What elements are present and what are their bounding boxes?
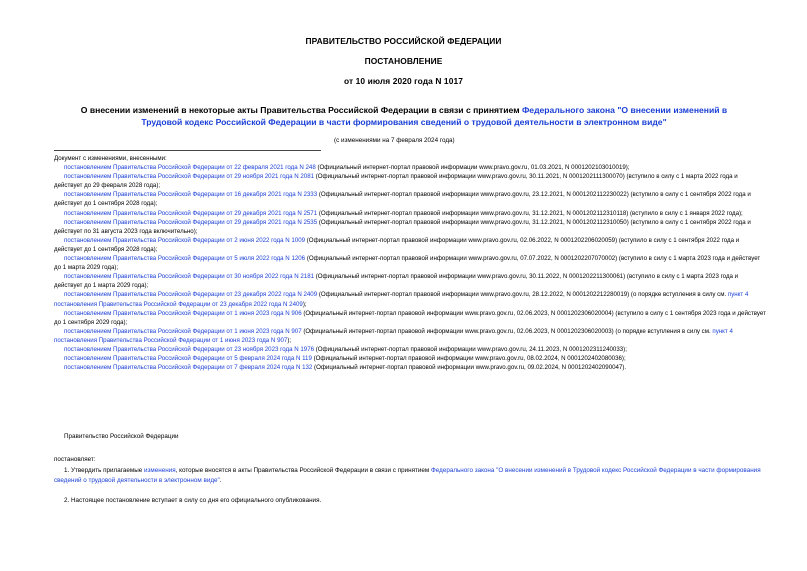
amendment-publication-text: (Официальный интернет-портал правовой информации www.pravo.gov.ru, 31.12.2021, N 0001202112310118) (вступило в силу с 1 января 2022 года); — [317, 209, 743, 217]
decree-word-text: постановляет: — [54, 456, 96, 463]
changes-link[interactable]: изменения — [144, 467, 176, 474]
document-date-number: от 10 июля 2020 года N 1017 — [344, 76, 463, 86]
amendment-link[interactable]: постановлением Правительства Российской Федерации от 7 февраля 2024 года N 132 — [64, 364, 313, 372]
amendment-item — [54, 309, 766, 327]
amendment-link[interactable]: постановлением Правительства Российской Федерации от 1 июня 2023 года N 907 — [64, 327, 302, 335]
paragraph-2-text: 2. Настоящее постановление вступает в силу со дня его официального опубликования. — [64, 497, 322, 504]
document-title — [70, 104, 738, 128]
p1-prefix: 1. Утвердить прилагаемые — [64, 467, 144, 474]
amendment-publication-text: (Официальный интернет-портал правовой информации www.pravo.gov.ru, 07.07.2022, N 0001202207070002) (вступило в силу с 1 марта 2023 года и действует до 1 марта 2029 года); — [54, 255, 761, 272]
amendment-item — [54, 345, 766, 354]
amendment-item — [54, 218, 766, 236]
amendment-item — [54, 290, 766, 308]
amendment-link[interactable]: постановлением Правительства Российской Федерации от 5 июля 2022 года N 1206 — [64, 255, 306, 263]
amendment-link[interactable]: постановлением Правительства Российской Федерации от 22 февраля 2021 года N 248 — [64, 164, 316, 172]
amendment-publication-text: (Официальный интернет-портал правовой информации www.pravo.gov.ru, 30.11.2022, N 0001202211300061) (вступило в силу с 1 марта 2023 года и действует до 1 марта 2029 года); — [54, 273, 739, 290]
paragraph-1 — [54, 466, 766, 487]
document-type-heading: ПОСТАНОВЛЕНИЕ — [364, 56, 443, 66]
issuer-heading: ПРАВИТЕЛЬСТВО РОССИЙСКОЙ ФЕДЕРАЦИИ — [305, 36, 502, 46]
amendment-link[interactable]: постановлением Правительства Российской Федерации от 5 февраля 2024 года N 119 — [64, 355, 312, 363]
amendment-item — [54, 272, 766, 290]
amendment-closing-text: ); — [287, 336, 292, 344]
entry-into-force-link[interactable]: пункт 4 постановления Правительства Российской Федерации от 23 декабря 2022 года N 2409 — [54, 291, 749, 308]
amendment-publication-text: (Официальный интернет-портал правовой информации www.pravo.gov.ru, 30.11.2021, N 0001202111300070) (вступило в силу с 1 марта 2022 года и действует до 29 февраля 2028 года); — [54, 173, 738, 190]
amendment-link[interactable]: постановлением Правительства Российской Федерации от 23 ноября 2023 года N 1976 — [64, 345, 315, 353]
amendment-publication-text: (Официальный интернет-портал правовой информации www.pravo.gov.ru, 31.12.2021, N 0001202112310050) (вступило в силу с 1 сентября 2022 года и действует по 31 августа 2023 года включительно); — [54, 218, 751, 235]
amendment-publication-text: (Официальный интернет-портал правовой информации www.pravo.gov.ru, 01.03.2021, N 0001202103010019); — [315, 164, 630, 172]
paragraph-2 — [54, 496, 766, 506]
amendment-item — [54, 236, 766, 254]
amendments-list — [54, 154, 766, 372]
amendment-publication-text: (Официальный интернет-портал правовой информации www.pravo.gov.ru, 08.02.2024, N 0001202402080036); — [311, 355, 626, 363]
amendments-items — [54, 163, 766, 372]
amendment-link[interactable]: постановлением Правительства Российской Федерации от 29 ноября 2021 года N 2081 — [64, 173, 315, 181]
amendment-publication-text: (Официальный интернет-портал правовой информации www.pravo.gov.ru, 02.06.2022, N 0001202206020059) (вступило в силу с 1 сентября 2022 года и действует до 1 сентября 2028 года); — [54, 236, 740, 253]
amendment-publication-text: (Официальный интернет-портал правовой информации www.pravo.gov.ru, 23.12.2021, N 0001202112230022) (вступило в силу с 1 сентября 2022 года и действует до 1 сентября 2028 года); — [54, 191, 751, 208]
amendment-link[interactable]: постановлением Правительства Российской Федерации от 1 июня 2023 года N 906 — [64, 309, 302, 317]
amendment-item — [54, 363, 766, 372]
amendment-publication-text: (Официальный интернет-портал правовой информации www.pravo.gov.ru, 09.02.2024, N 0001202402090047). — [312, 364, 627, 372]
amendment-item — [54, 327, 766, 345]
amendment-closing-text: ); — [302, 300, 307, 308]
amendment-link[interactable]: постановлением Правительства Российской Федерации от 2 июня 2022 года N 1009 — [64, 236, 306, 244]
entry-into-force-link[interactable]: пункт 4 постановления Правительства Российской Федерации от 1 июня 2023 года N 907 — [54, 327, 733, 344]
amendment-link[interactable]: постановлением Правительства Российской Федерации от 29 декабря 2021 года N 2535 — [64, 218, 318, 226]
amendments-intro: Документ с изменениями, внесенными: — [54, 155, 167, 162]
edition-note: (с изменениями на 7 февраля 2024 года) — [334, 137, 455, 144]
amendment-item — [54, 190, 766, 208]
p1-mid: , которые вносятся в акты Правительства Российской Федерации в связи с принятием — [175, 467, 432, 474]
paragraph-1-text — [54, 466, 766, 487]
amendment-item — [54, 354, 766, 363]
amendment-item — [54, 163, 766, 172]
decree-word — [54, 455, 766, 465]
amendment-publication-text: (Официальный интернет-портал правовой информации www.pravo.gov.ru, 02.06.2023, N 0001202306020003) (о порядке вступления в силу см. — [301, 327, 713, 335]
title-federal-law-link[interactable]: Федерального закона "О внесении изменений в Трудовой кодекс Российской Федерации в части формирования сведений о трудовой деятельности в электронном виде" — [141, 105, 728, 127]
amendment-link[interactable]: постановлением Правительства Российской Федерации от 23 декабря 2022 года N 2409 — [64, 291, 318, 299]
government-line — [54, 432, 766, 442]
amendment-item — [54, 172, 766, 190]
p1-federal-law-link[interactable]: Федерального закона "О внесении изменений в Трудовой кодекс Российской Федерации в части формирования сведений о трудовой деятельности в электронном виде" — [54, 467, 761, 485]
divider-line — [54, 150, 321, 151]
amendment-link[interactable]: постановлением Правительства Российской Федерации от 16 декабря 2021 года N 2333 — [64, 191, 318, 199]
amendment-link[interactable]: постановлением Правительства Российской Федерации от 30 ноября 2022 года N 2181 — [64, 273, 315, 281]
amendment-publication-text: (Официальный интернет-портал правовой информации www.pravo.gov.ru, 28.12.2022, N 0001202212280019) (о порядке вступления в силу см. — [317, 291, 728, 299]
amendment-publication-text: (Официальный интернет-портал правовой информации www.pravo.gov.ru, 24.11.2023, N 0001202311240033); — [314, 345, 627, 353]
amendment-link[interactable]: постановлением Правительства Российской Федерации от 29 декабря 2021 года N 2571 — [64, 209, 318, 217]
amendment-item — [54, 254, 766, 272]
amendment-publication-text: (Официальный интернет-портал правовой информации www.pravo.gov.ru, 02.06.2023, N 0001202306020004) (вступило в силу с 1 сентября 2023 года и действует до 1 сентября 2029 года); — [54, 309, 766, 326]
amendment-item — [54, 209, 766, 218]
government-text: Правительство Российской Федерации — [64, 433, 179, 440]
p1-suffix: . — [219, 477, 222, 485]
title-text: О внесении изменений в некоторые акты Правительства Российской Федерации в связи с принятием — [80, 105, 522, 115]
